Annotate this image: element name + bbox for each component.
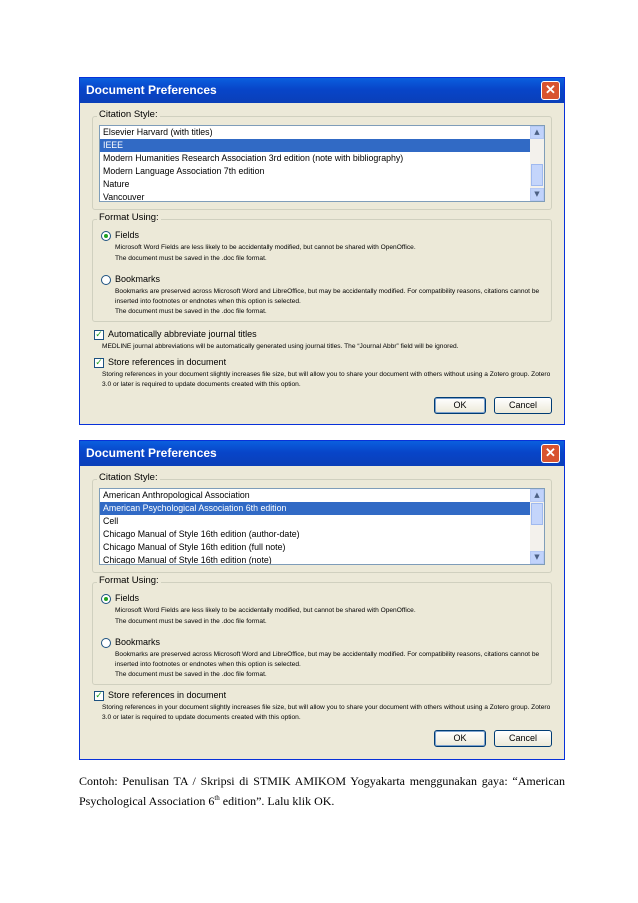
scroll-thumb[interactable] xyxy=(531,503,543,525)
citation-style-list[interactable] xyxy=(99,488,545,565)
cancel-button[interactable]: Cancel xyxy=(494,730,552,747)
store-references-desc: Storing references in your document slightly increases file size, but will allow you to share your document with others without using a Zotero group. Zotero 3.0 or later is required to update documents created with this option. xyxy=(102,704,551,721)
dialog-title: Document Preferences xyxy=(86,83,217,97)
bookmarks-desc: Bookmarks are preserved across Microsoft Word and LibreOffice, but may be accidentally modified. For compatibility reasons, citations cannot be inserted into footnotes or endnotes when this option is selected. xyxy=(115,651,540,668)
cancel-button[interactable]: Cancel xyxy=(494,397,552,414)
bookmarks-desc-format: The document must be saved in the .doc file format. xyxy=(115,671,267,678)
scroll-up-icon[interactable]: ▲ xyxy=(530,126,544,139)
document-preferences-dialog-1 xyxy=(79,77,565,425)
fields-radio[interactable] xyxy=(101,231,111,241)
list-item[interactable]: Elsevier Harvard (with titles) xyxy=(103,127,213,137)
citation-style-group xyxy=(92,472,552,573)
fields-desc: Microsoft Word Fields are less likely to be accidentally modified, but cannot be shared with OpenOffice. xyxy=(115,607,416,614)
list-item[interactable]: Cell xyxy=(103,516,119,526)
scroll-down-icon[interactable]: ▼ xyxy=(530,188,544,201)
format-using-label: Format Using: xyxy=(99,212,159,223)
scrollbar[interactable] xyxy=(530,489,544,564)
abbreviate-label: Automatically abbreviate journal titles xyxy=(108,329,257,339)
fields-desc-format: The document must be saved in the .doc file format. xyxy=(115,618,267,625)
ok-button[interactable]: OK xyxy=(434,397,486,414)
list-item-selected[interactable]: American Psychological Association 6th edition xyxy=(100,502,533,515)
title-bar xyxy=(80,441,564,466)
list-item-selected[interactable]: IEEE xyxy=(100,139,533,152)
list-item[interactable]: Nature xyxy=(103,179,130,189)
citation-style-list[interactable] xyxy=(99,125,545,202)
fields-label: Fields xyxy=(115,593,140,603)
bookmarks-desc-format: The document must be saved in the .doc file format. xyxy=(115,308,267,315)
close-icon[interactable]: ✕ xyxy=(541,444,560,463)
scrollbar[interactable] xyxy=(530,126,544,201)
bookmarks-desc: Bookmarks are preserved across Microsoft Word and LibreOffice, but may be accidentally modified. For compatibility reasons, citations cannot be inserted into footnotes or endnotes when this option is selected. xyxy=(115,288,540,305)
list-item[interactable]: Modern Language Association 7th edition xyxy=(103,166,265,176)
citation-style-label: Citation Style: xyxy=(99,472,158,483)
list-item[interactable]: Chicago Manual of Style 16th edition (note) xyxy=(103,555,272,565)
caption-superscript: th xyxy=(214,794,220,802)
store-references-desc: Storing references in your document slightly increases file size, but will allow you to share your document with others without using a Zotero group. Zotero 3.0 or later is required to update documents created with this option. xyxy=(102,371,551,388)
citation-style-label: Citation Style: xyxy=(99,109,158,120)
list-item[interactable]: Chicago Manual of Style 16th edition (author-date) xyxy=(103,529,300,539)
format-using-group xyxy=(92,575,552,685)
caption-text-end: edition”. Lalu klik OK. xyxy=(219,794,335,808)
list-item[interactable]: Chicago Manual of Style 16th edition (full note) xyxy=(103,542,286,552)
abbreviate-desc: MEDLINE journal abbreviations will be automatically generated using journal titles. The “Journal Abbr” field will be ignored. xyxy=(102,343,459,350)
store-references-checkbox[interactable]: ✓ xyxy=(95,691,103,701)
store-references-checkbox[interactable]: ✓ xyxy=(95,358,103,368)
fields-desc-format: The document must be saved in the .doc file format. xyxy=(115,255,267,262)
scroll-up-icon[interactable]: ▲ xyxy=(530,489,544,502)
ok-button[interactable]: OK xyxy=(434,730,486,747)
caption-text: Contoh: Penulisan TA / Skripsi di STMIK AMIKOM Yogyakarta menggunakan gaya: “American Psychological Association 6 xyxy=(79,774,565,808)
scroll-thumb[interactable] xyxy=(531,164,543,186)
title-bar xyxy=(80,78,564,103)
citation-style-group xyxy=(92,109,552,210)
bookmarks-label: Bookmarks xyxy=(115,637,161,647)
format-using-label: Format Using: xyxy=(99,575,159,586)
fields-desc: Microsoft Word Fields are less likely to be accidentally modified, but cannot be shared with OpenOffice. xyxy=(115,244,416,251)
list-item[interactable]: American Anthropological Association xyxy=(103,490,250,500)
close-icon[interactable]: ✕ xyxy=(541,81,560,100)
dialog-title: Document Preferences xyxy=(86,446,217,460)
caption-paragraph xyxy=(79,773,565,810)
store-references-label: Store references in document xyxy=(108,357,227,367)
fields-radio[interactable] xyxy=(101,594,111,604)
list-item[interactable]: Vancouver xyxy=(103,192,145,202)
scroll-down-icon[interactable]: ▼ xyxy=(530,551,544,564)
format-using-group xyxy=(92,212,552,322)
document-preferences-dialog-2 xyxy=(79,440,565,760)
bookmarks-label: Bookmarks xyxy=(115,274,161,284)
store-references-label: Store references in document xyxy=(108,690,227,700)
bookmarks-radio[interactable] xyxy=(101,638,111,648)
abbreviate-checkbox[interactable]: ✓ xyxy=(95,330,103,340)
bookmarks-radio[interactable] xyxy=(101,275,111,285)
list-item[interactable]: Modern Humanities Research Association 3rd edition (note with bibliography) xyxy=(103,153,404,163)
fields-label: Fields xyxy=(115,230,140,240)
